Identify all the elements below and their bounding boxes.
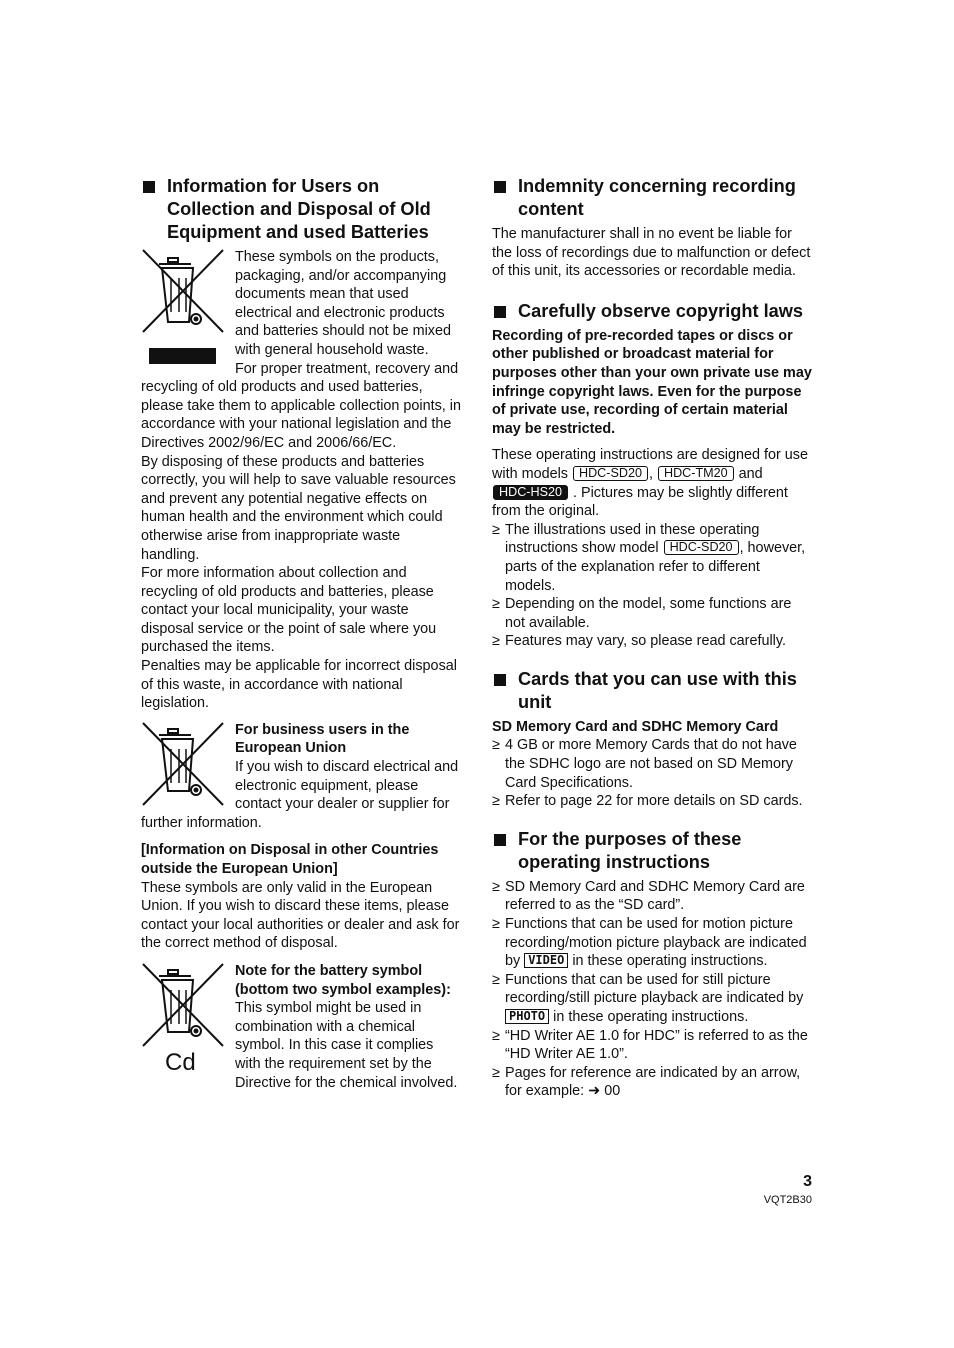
purposes-bullets: [492, 878, 814, 1101]
business-users-section: [141, 721, 461, 833]
document-code: VQT2B30: [763, 1194, 812, 1206]
chemical-symbol: Cd: [165, 1048, 196, 1076]
list-item: ≥ Refer to page 22 for more details on SD cards.: [492, 793, 803, 810]
wheeled-bin-cd-icon: [141, 962, 235, 1076]
heading-square-icon: [143, 181, 155, 193]
heading-square-icon: [494, 834, 506, 846]
list-item: ≥ Functions that can be used for still picture recording/still picture playback are indicated by PHOTO in these operating instructions.: [492, 971, 804, 1025]
purposes-heading: For the purposes of these operating instructions: [492, 828, 814, 874]
outside-eu-text: These symbols are only valid in the European Union. If you wish to discard these items, please contact your local authorities or dealer and ask for the correct method of disposal.: [141, 879, 460, 952]
outside-eu-title: [Information on Disposal in other Countries outside the European Union]: [141, 842, 439, 877]
battery-note-title: Note for the battery symbol (bottom two symbol examples):: [235, 962, 451, 998]
cards-subheading: SD Memory Card and SDHC Memory Card: [492, 718, 779, 735]
intro-paragraph-1: These symbols on the products, packaging, and/or accompanying documents mean that used electrical and electronic products and batteries should not be mixed with general household waste.: [235, 249, 452, 358]
intro-paragraph-5: Penalties may be applicable for incorrect disposal of this waste, in accordance with national legislation.: [141, 658, 457, 712]
model-badge-tm20: HDC-TM20: [658, 466, 734, 481]
battery-note-text: This symbol might be used in combination with a chemical symbol. In this case it complies with the requirement set by the Directive for the chemical involved.: [235, 1000, 458, 1091]
models-paragraph: These operating instructions are designed for use with models HDC-SD20 , HDC-TM20 and HDC-HS20 . Pictures may be slightly different from the original.: [492, 447, 808, 520]
business-users-title: For business users in the European Union: [235, 721, 410, 757]
list-item: ≥ 4 GB or more Memory Cards that do not have the SDHC logo are not based on SD Memory Card Specifications.: [492, 737, 797, 791]
right-column: [492, 175, 814, 1101]
copyright-warning: Recording of pre-recorded tapes or discs or other published or broadcast material for purposes other than your own private use may infringe copyright laws. Even for the purpose of private use, recording of certain material may be restricted.: [492, 327, 812, 437]
outside-eu-section: [141, 841, 461, 953]
model-badge-sd20: HDC-SD20: [664, 540, 739, 555]
battery-symbol-section: [141, 962, 461, 1092]
indemnity-text: The manufacturer shall in no event be liable for the loss of recordings due to malfunction or defect of this unit, its accessories or recordable media.: [492, 226, 811, 280]
indemnity-heading: Indemnity concerning recording content: [492, 175, 814, 221]
photo-mode-icon: PHOTO: [505, 1009, 549, 1024]
list-item: ≥ Pages for reference are indicated by an arrow, for example: ➜ 00: [492, 1064, 801, 1100]
left-column: [141, 175, 461, 1092]
wheeled-bin-icon: [141, 721, 235, 813]
disposal-intro: [141, 248, 461, 713]
video-mode-icon: VIDEO: [524, 953, 568, 968]
intro-paragraph-4: For more information about collection and recycling of old products and batteries, please contact your local municipality, your waste disposal service or the point of sale where you purchased the items.: [141, 565, 437, 656]
business-users-text: If you wish to discard electrical and electronic equipment, please contact your dealer or supplier for further information.: [141, 759, 459, 831]
heading-square-icon: [494, 306, 506, 318]
cards-heading: Cards that you can use with this unit: [492, 668, 814, 714]
list-item: ≥ SD Memory Card and SDHC Memory Card are referred to as the “SD card”.: [492, 878, 805, 914]
list-item: ≥ Features may vary, so please read carefully.: [492, 633, 787, 650]
heading-square-icon: [494, 674, 506, 686]
list-item: ≥ Functions that can be used for motion picture recording/motion picture playback are indicated by VIDEO in these operating instructions.: [492, 916, 807, 970]
list-item: ≥ The illustrations used in these operating instructions show model HDC-SD20 , however, parts of the explanation refer to different models.: [492, 521, 806, 594]
heading-square-icon: [494, 181, 506, 193]
copyright-heading: Carefully observe copyright laws: [492, 300, 814, 323]
disposal-heading: Information for Users on Collection and Disposal of Old Equipment and used Batteries: [141, 175, 461, 244]
copyright-bullets: [492, 521, 814, 651]
cards-bullets: [492, 736, 814, 810]
wheeled-bin-icon-with-bar: [141, 248, 235, 376]
intro-paragraph-2: For proper treatment, recovery and recycling of old products and used batteries, please take them to applicable collection points, in accordance with your national legislation and the Directives 2002/96/EC and 2006/66/EC.: [141, 360, 461, 451]
model-badge-hs20: HDC-HS20: [493, 485, 568, 500]
intro-paragraph-3: By disposing of these products and batteries correctly, you will help to save valuable resources and prevent any potential negative effects on human health and the environment which could otherwise arise from inappropriate waste handling.: [141, 453, 456, 563]
list-item: ≥ “HD Writer AE 1.0 for HDC” is referred to as the “HD Writer AE 1.0”.: [492, 1027, 808, 1063]
model-badge-sd20: HDC-SD20: [573, 466, 648, 481]
list-item: ≥ Depending on the model, some functions are not available.: [492, 596, 792, 631]
page-number: 3: [803, 1173, 812, 1190]
